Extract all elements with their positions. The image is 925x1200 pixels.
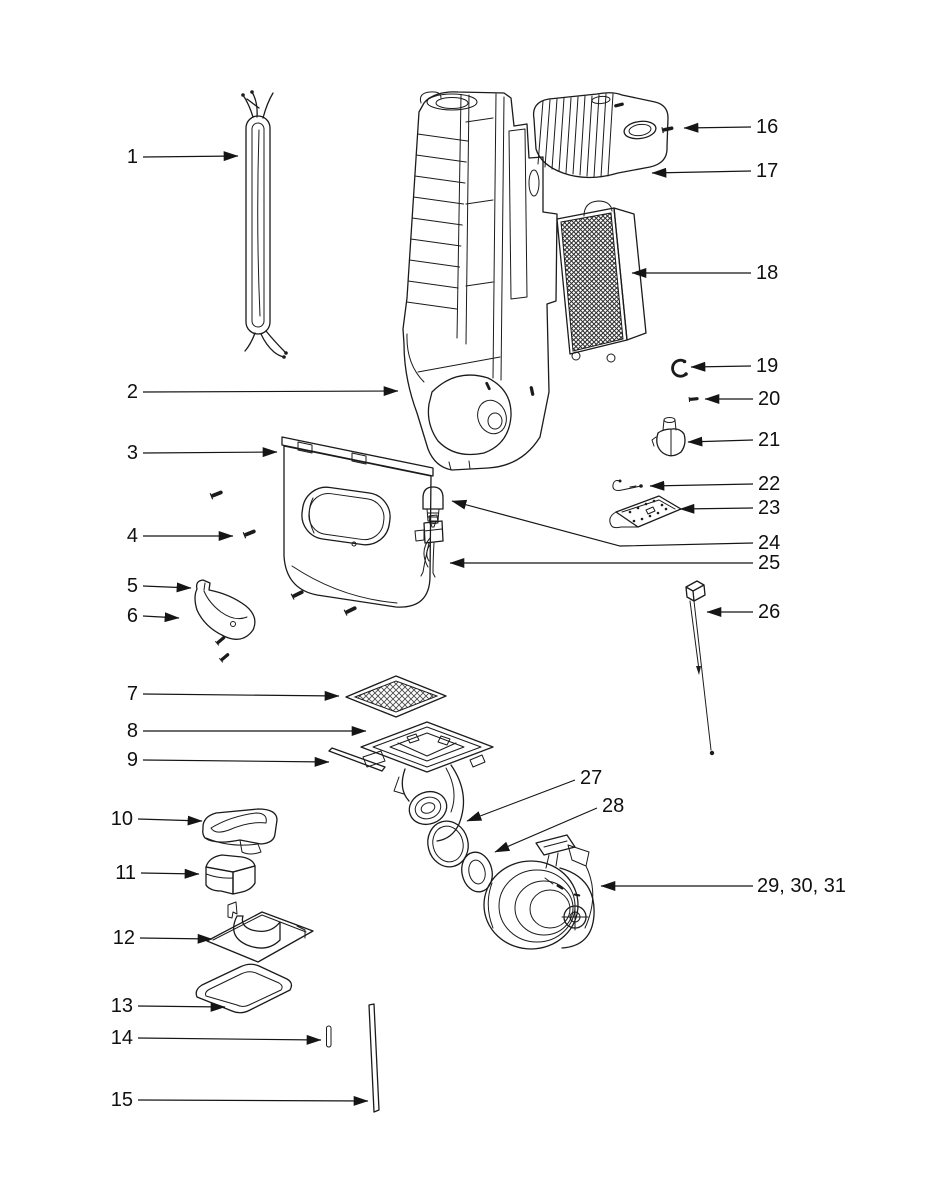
screw xyxy=(614,102,624,108)
handle-grip xyxy=(534,93,674,178)
callout-label-11: 11 xyxy=(115,862,136,884)
callout-line-1 xyxy=(143,156,238,157)
screw xyxy=(485,381,491,390)
actuator-rod xyxy=(686,581,714,755)
screw xyxy=(219,652,230,663)
callout-line-16 xyxy=(684,127,751,128)
callout-label-24: 24 xyxy=(758,532,781,554)
callout-line-23 xyxy=(680,508,753,509)
callout-line-15 xyxy=(138,1100,368,1101)
callout-line-11 xyxy=(141,873,199,874)
callout-label-29, 30, 31: 29, 30, 31 xyxy=(757,875,846,897)
callout-label-10: 10 xyxy=(110,808,133,830)
support-tray xyxy=(203,809,277,854)
callout-label-9: 9 xyxy=(126,749,138,771)
callout-label-19: 19 xyxy=(756,355,779,377)
callout-line-24 xyxy=(452,501,753,546)
agitator-rod xyxy=(329,748,385,771)
dust-tray xyxy=(207,902,313,962)
wire-link xyxy=(613,480,643,491)
callout-line-2 xyxy=(143,391,398,392)
callout-label-7: 7 xyxy=(126,683,138,705)
callout-label-22: 22 xyxy=(758,473,781,495)
callout-label-2: 2 xyxy=(126,381,138,403)
motor-fan-assembly xyxy=(484,835,594,949)
e-clip xyxy=(673,360,688,377)
callout-line-12 xyxy=(140,938,212,939)
callout-label-1: 1 xyxy=(126,146,138,168)
callout-label-16: 16 xyxy=(756,116,779,138)
front-cover xyxy=(282,437,433,607)
callouts xyxy=(111,116,846,1111)
callout-label-12: 12 xyxy=(112,927,135,949)
callout-label-3: 3 xyxy=(126,442,138,464)
pivot-pin xyxy=(327,1026,332,1047)
screw-4 xyxy=(243,528,257,538)
callout-line-14 xyxy=(138,1038,321,1040)
switch xyxy=(652,418,685,457)
callout-label-27: 27 xyxy=(580,767,603,789)
callout-line-3 xyxy=(143,452,277,453)
screw xyxy=(529,386,534,396)
callout-label-20: 20 xyxy=(758,388,781,410)
callout-line-27 xyxy=(467,780,575,821)
callout-label-18: 18 xyxy=(756,262,779,284)
callout-label-15: 15 xyxy=(110,1089,133,1111)
callout-line-9 xyxy=(143,760,329,762)
screw xyxy=(344,604,358,615)
callout-line-17 xyxy=(652,171,751,173)
callout-label-17: 17 xyxy=(756,160,779,182)
callout-line-21 xyxy=(688,440,753,442)
callout-label-26: 26 xyxy=(758,601,781,623)
callout-line-5 xyxy=(143,586,191,588)
callout-line-10 xyxy=(138,819,202,821)
long-rod xyxy=(369,1004,379,1112)
callout-label-21: 21 xyxy=(758,429,781,451)
callout-label-5: 5 xyxy=(126,575,138,597)
o-ring xyxy=(423,817,474,872)
callout-label-6: 6 xyxy=(126,605,138,627)
callout-label-23: 23 xyxy=(758,497,781,519)
callout-line-22 xyxy=(650,484,753,486)
callout-label-25: 25 xyxy=(758,552,781,574)
callout-line-19 xyxy=(691,366,751,367)
callout-line-13 xyxy=(138,1006,225,1007)
callout-label-14: 14 xyxy=(110,1027,133,1049)
screw-20 xyxy=(689,396,699,402)
screw xyxy=(210,489,224,499)
filter-screen xyxy=(346,676,446,717)
funnel-housing xyxy=(361,722,493,841)
gasket-seal xyxy=(196,964,291,1013)
callout-label-8: 8 xyxy=(126,720,138,742)
callout-line-7 xyxy=(143,694,339,696)
callout-line-28 xyxy=(495,808,597,852)
callout-label-4: 4 xyxy=(126,525,138,547)
callout-label-28: 28 xyxy=(602,795,625,817)
callout-line-6 xyxy=(143,616,179,618)
power-cord xyxy=(241,90,288,359)
main-housing xyxy=(403,92,557,470)
foam-filter-block xyxy=(206,855,255,894)
callout-label-13: 13 xyxy=(110,995,133,1017)
exhaust-filter xyxy=(557,201,646,362)
bumper xyxy=(195,580,255,639)
circuit-board xyxy=(610,496,681,528)
